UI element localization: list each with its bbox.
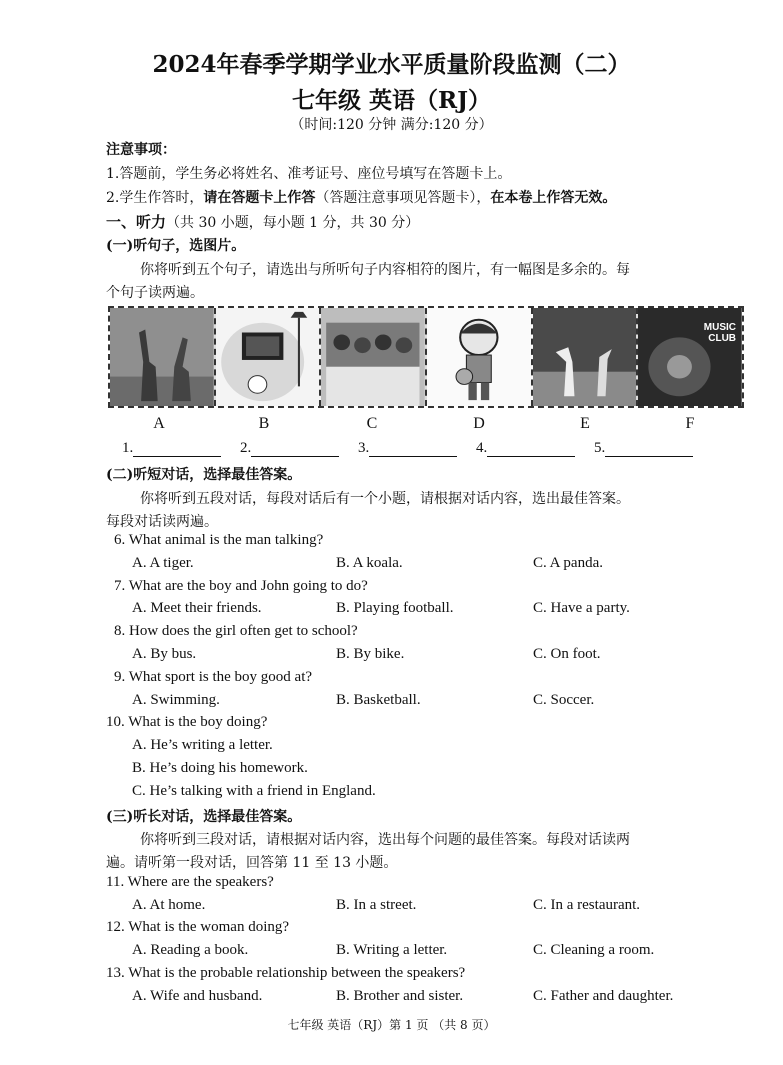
q7-option-c[interactable]: C. Have a party. <box>533 600 630 616</box>
q13-option-c[interactable]: C. Father and daughter. <box>533 988 674 1004</box>
q10-option-a[interactable]: A. He’s writing a letter. <box>132 737 273 753</box>
notice-item-2-part-d: 在本卷上作答无效。 <box>490 190 617 206</box>
boy-with-ball-cartoon-icon <box>427 308 531 406</box>
people-on-train-icon <box>321 308 425 406</box>
notice-item-2-part-a: 2.学生作答时， <box>106 190 204 206</box>
picture-c <box>321 308 427 406</box>
part1-instruction-line1: 你将听到五个句子，请选出与所听句子内容相符的图片，有一幅图是多余的。每 <box>140 262 630 278</box>
girl-watching-tv-icon <box>216 308 320 406</box>
notice-item-2-part-b: 请在答题卡上作答 <box>203 190 316 206</box>
notice-heading: 注意事项： <box>106 142 176 158</box>
notice-item-1: 1.答题前，学生务必将姓名、准考证号、座位号填写在答题卡上。 <box>106 166 512 182</box>
q13-option-b[interactable]: B. Brother and sister. <box>336 988 464 1004</box>
answer-blank-5[interactable] <box>594 440 693 457</box>
picture-d <box>427 308 533 406</box>
q12-option-a[interactable]: A. Reading a book. <box>132 942 249 958</box>
answer-blank-1[interactable] <box>122 440 221 457</box>
q11-option-c[interactable]: C. In a restaurant. <box>533 897 641 913</box>
picture-b <box>216 308 322 406</box>
q7-option-a[interactable]: A. Meet their friends. <box>132 600 262 616</box>
answer-blank-4[interactable] <box>476 440 575 457</box>
section-listening-scoring: （共 30 小题，每小题 1 分，共 30 分） <box>166 215 420 231</box>
q9-option-c[interactable]: C. Soccer. <box>533 692 595 708</box>
part1-instruction-line2: 个句子读两遍。 <box>106 285 204 301</box>
q13-option-a[interactable]: A. Wife and husband. <box>132 988 263 1004</box>
q7-option-b[interactable]: B. Playing football. <box>336 600 454 616</box>
part1-heading: (一)听句子，选图片。 <box>106 238 246 254</box>
q11-option-a[interactable]: A. At home. <box>132 897 206 913</box>
picture-label-e: E <box>580 415 590 432</box>
section-listening-title: 一、听力 <box>106 213 167 231</box>
question-13: 13. What is the probable relationship between the speakers? <box>106 965 466 981</box>
answer-blank-2[interactable] <box>240 440 339 457</box>
music-club-word-1: MUSIC <box>703 322 737 333</box>
question-8: 8. How does the girl often get to school? <box>114 623 358 639</box>
question-10: 10. What is the boy doing? <box>106 714 268 730</box>
q6-option-a[interactable]: A. A tiger. <box>132 555 194 571</box>
picture-label-c: C <box>366 415 378 432</box>
picture-a <box>110 308 216 406</box>
picture-label-f: F <box>685 415 695 432</box>
part3-instruction-line1: 你将听到三段对话，请根据对话内容，选出每个问题的最佳答案。每段对话读两 <box>140 832 630 848</box>
question-7: 7. What are the boy and John going to do? <box>114 578 368 594</box>
answer-blank-3[interactable] <box>358 440 457 457</box>
q6-option-c[interactable]: C. A panda. <box>533 555 603 571</box>
exam-subject: 七年级 英语（RJ） <box>291 87 491 114</box>
q10-option-b[interactable]: B. He’s doing his homework. <box>132 760 308 776</box>
answer-number-2: 2. <box>240 440 252 456</box>
exam-time-score: （时间:120 分钟 满分:120 分） <box>290 117 493 133</box>
picture-f <box>638 308 742 406</box>
answer-number-4: 4. <box>476 440 488 456</box>
answer-number-5: 5. <box>594 440 606 456</box>
part3-instruction-line2: 遍。请听第一段对话，回答第 11 至 13 小题。 <box>106 855 398 871</box>
q8-option-a[interactable]: A. By bus. <box>132 646 197 662</box>
part3-heading: (三)听长对话，选择最佳答案。 <box>106 809 302 825</box>
q12-option-b[interactable]: B. Writing a letter. <box>336 942 448 958</box>
q8-option-c[interactable]: C. On foot. <box>533 646 601 662</box>
music-club-word-2: CLUB <box>708 333 737 344</box>
picture-e <box>533 308 639 406</box>
question-12: 12. What is the woman doing? <box>106 919 290 935</box>
question-11: 11. Where are the speakers? <box>106 874 274 890</box>
section-listening-heading <box>106 211 419 232</box>
tai-chi-photo-icon <box>533 308 637 406</box>
question-6: 6. What animal is the man talking? <box>114 532 324 548</box>
part2-heading: (二)听短对话，选择最佳答案。 <box>106 467 302 483</box>
answer-number-3: 3. <box>358 440 370 456</box>
question-9: 9. What sport is the boy good at? <box>114 669 313 685</box>
notice-item-2 <box>106 187 616 207</box>
q9-option-b[interactable]: B. Basketball. <box>336 692 421 708</box>
page-footer: 七年级 英语（RJ）第 1 页 （共 8 页） <box>287 1018 496 1032</box>
giraffe-photo-icon <box>110 308 214 406</box>
exam-title: 2024年春季学期学业水平质量阶段监测（二） <box>152 51 631 78</box>
q8-option-b[interactable]: B. By bike. <box>336 646 405 662</box>
q9-option-a[interactable]: A. Swimming. <box>132 692 220 708</box>
q11-option-b[interactable]: B. In a street. <box>336 897 417 913</box>
part2-instruction-line1: 你将听到五段对话，每段对话后有一个小题，请根据对话内容，选出最佳答案。 <box>140 491 630 507</box>
answer-number-1: 1. <box>122 440 134 456</box>
q12-option-c[interactable]: C. Cleaning a room. <box>533 942 655 958</box>
q10-option-c[interactable]: C. He’s talking with a friend in England. <box>132 783 376 799</box>
picture-strip <box>108 306 744 408</box>
picture-label-a: A <box>153 415 165 432</box>
notice-item-2-part-c: （答题注意事项见答题卡）， <box>315 190 491 206</box>
part2-instruction-line2: 每段对话读两遍。 <box>106 514 218 530</box>
q6-option-b[interactable]: B. A koala. <box>336 555 403 571</box>
picture-label-d: D <box>473 415 485 432</box>
music-club-text <box>704 322 736 344</box>
picture-label-b: B <box>258 415 270 432</box>
